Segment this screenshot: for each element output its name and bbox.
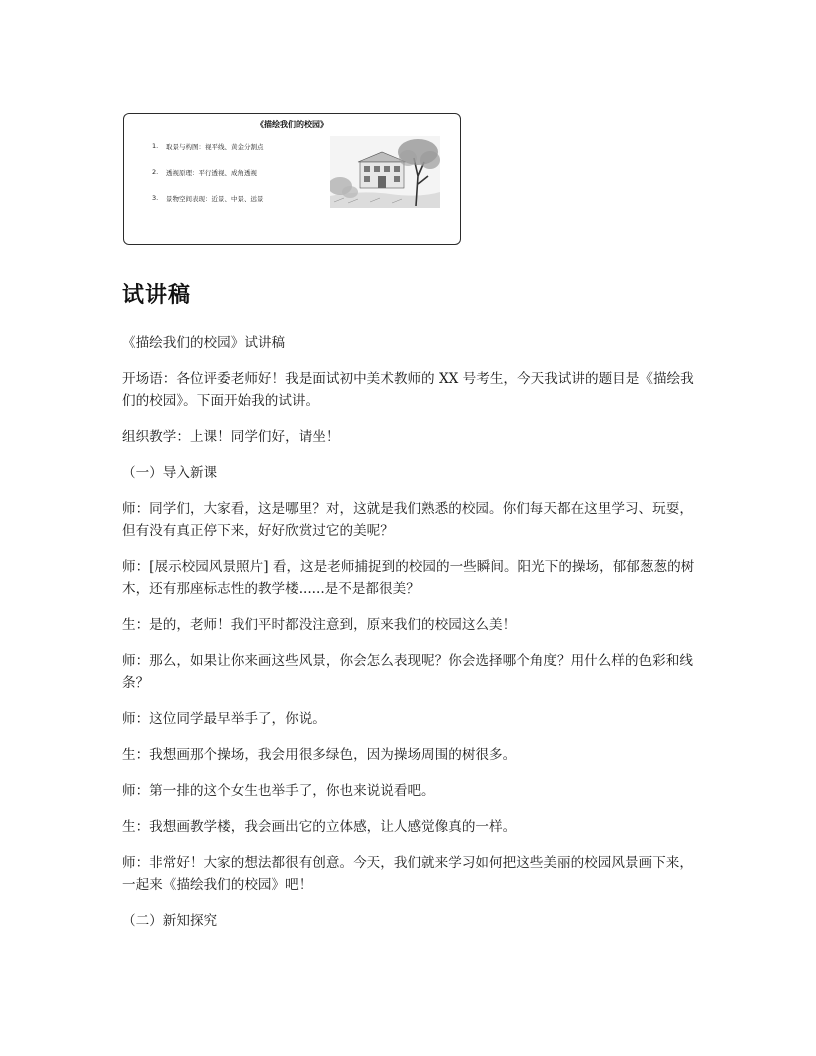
document-body [122, 332, 698, 946]
slide-outline-item [152, 142, 332, 168]
slide-title: 《描绘我们的校园》 [256, 120, 328, 129]
paragraph: 组织教学：上课！同学们好，请坐！ [122, 429, 340, 445]
slide-outline-text: 景物空间表现：近景、中景、远景 [166, 195, 264, 203]
paragraph: 生：我想画教学楼，我会画出它的立体感，让人感觉像真的一样。 [122, 819, 517, 835]
paragraph: 师：那么，如果让你来画这些风景，你会怎么表现呢？你会选择哪个角度？用什么样的色彩和线条？ [122, 653, 693, 691]
lesson-slide-image [123, 113, 461, 245]
paragraph: 开场语：各位评委老师好！我是面试初中美术教师的 XX 号考生，今天我试讲的题目是《描绘我们的校园》。下面开始我的试讲。 [122, 371, 694, 409]
section-heading: （一）导入新课 [122, 465, 218, 481]
slide-outline-item [152, 168, 332, 194]
paragraph: 师：这位同学最早举手了，你说。 [122, 711, 326, 727]
paragraph: 师：非常好！大家的想法都很有创意。今天，我们就来学习如何把这些美丽的校园风景画下来，一起来《描绘我们的校园》吧！ [122, 855, 693, 893]
slide-outline-number: 2. [152, 168, 159, 176]
paragraph: 师：第一排的这个女生也举手了，你也来说说看吧。 [122, 783, 435, 799]
campus-sketch-icon [330, 136, 440, 208]
slide-outline-number: 3. [152, 194, 159, 202]
paragraph: 师：[展示校园风景照片] 看，这是老师捕捉到的校园的一些瞬间。阳光下的操场，郁郁葱葱的树木，还有那座标志性的教学楼......是不是都很美？ [122, 559, 695, 597]
document-heading: 试讲稿 [122, 283, 192, 308]
slide-outline-item [152, 194, 332, 220]
slide-outline-list [152, 142, 332, 220]
slide-outline-text: 透视原理：平行透视、成角透视 [166, 169, 257, 177]
paragraph: 《描绘我们的校园》试讲稿 [122, 335, 286, 351]
paragraph: 生：我想画那个操场，我会用很多绿色，因为操场周围的树很多。 [122, 747, 517, 763]
slide-outline-number: 1. [152, 142, 159, 150]
paragraph: 师：同学们，大家看，这是哪里？对，这就是我们熟悉的校园。你们每天都在这里学习、玩耍，但有没有真正停下来，好好欣赏过它的美呢？ [122, 501, 693, 539]
paragraph: 生：是的，老师！我们平时都没注意到，原来我们的校园这么美！ [122, 617, 517, 633]
slide-outline-text: 取景与构图：视平线、黄金分割点 [166, 143, 264, 151]
section-heading: （二）新知探究 [122, 913, 218, 929]
